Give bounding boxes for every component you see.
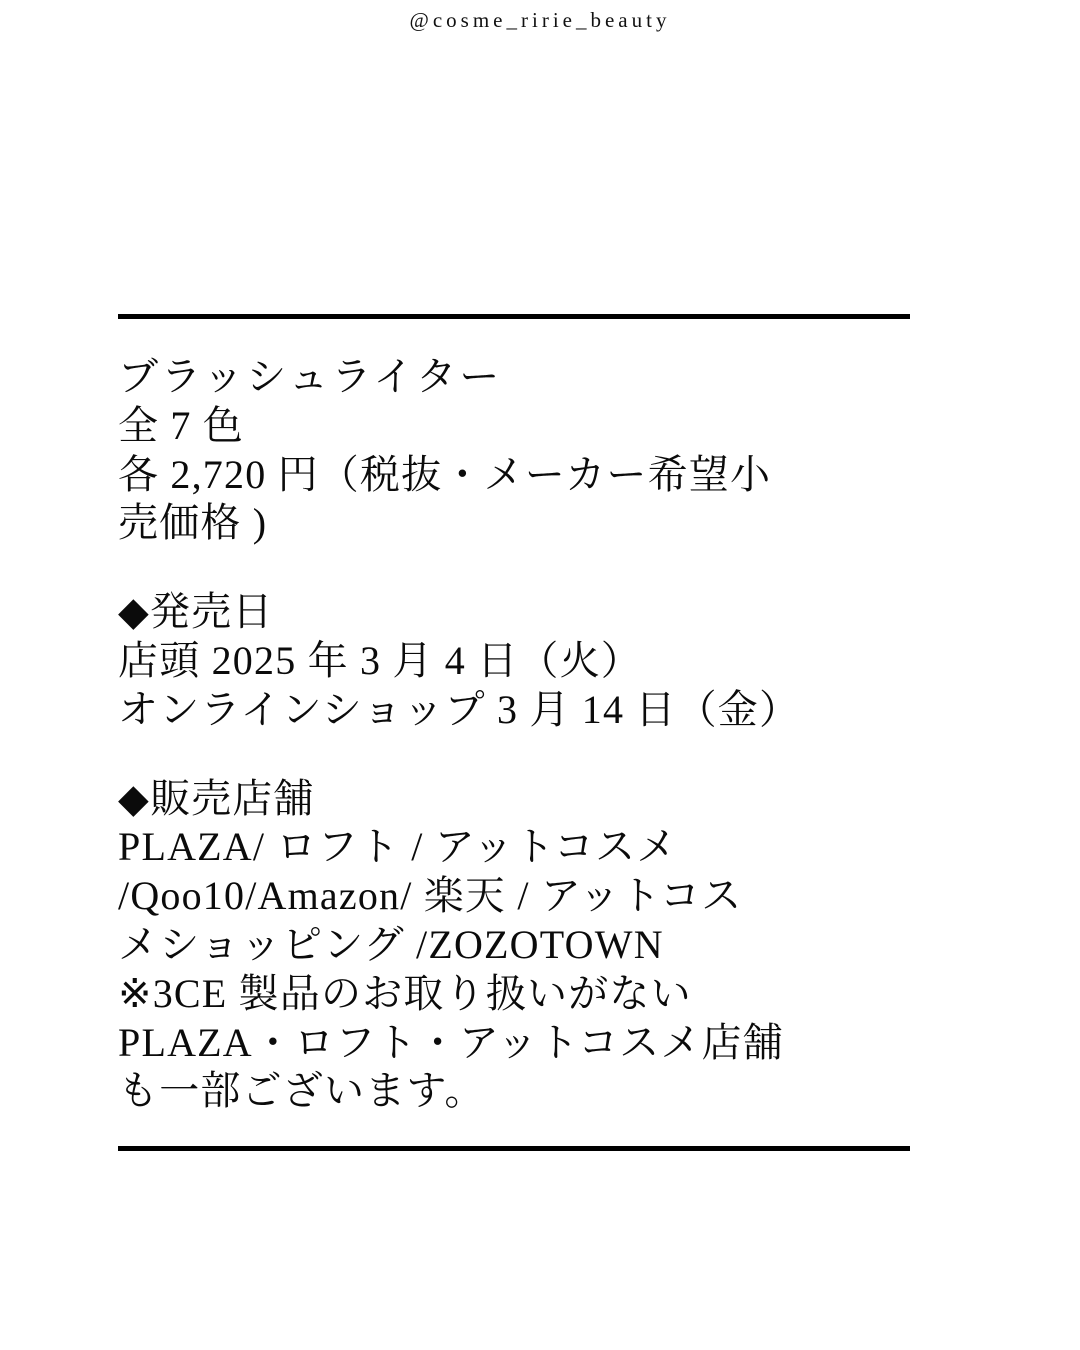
retailers-line-1: PLAZA/ ロフト / アットコスメ [118, 824, 678, 870]
divider-bottom [118, 1146, 910, 1151]
retailers-heading: ◆販売店舗 [118, 775, 315, 821]
product-name: ブラッシュライター [118, 354, 503, 399]
release-heading: ◆発売日 [118, 589, 274, 635]
retailers-line-2: /Qoo10/Amazon/ 楽天 / アットコス [118, 873, 743, 919]
info-card-body [118, 319, 910, 1146]
spacer-after-product [118, 548, 910, 588]
retailers-note-2: PLAZA・ロフト・アットコスメ店舗 [118, 1019, 785, 1065]
retailers-line-3: メショッピング /ZOZOTOWN [118, 921, 664, 967]
product-price-line-1: 各 2,720 円（税抜・メーカー希望小 [118, 451, 772, 497]
product-price-line-2: 売価格 ) [118, 500, 268, 546]
retailers-note-1: ※3CE 製品のお取り扱いがない [118, 970, 692, 1016]
retailers-note-3: も一部ございます。 [118, 1068, 486, 1114]
info-card [118, 314, 910, 1151]
spacer-after-release [118, 735, 910, 775]
product-color-count: 全 7 色 [118, 402, 244, 448]
account-handle: @cosme_ririe_beauty [409, 8, 671, 32]
release-online-date: オンラインショップ 3 月 14 日（金） [118, 686, 801, 732]
release-store-date: 店頭 2025 年 3 月 4 日（火） [118, 637, 642, 683]
